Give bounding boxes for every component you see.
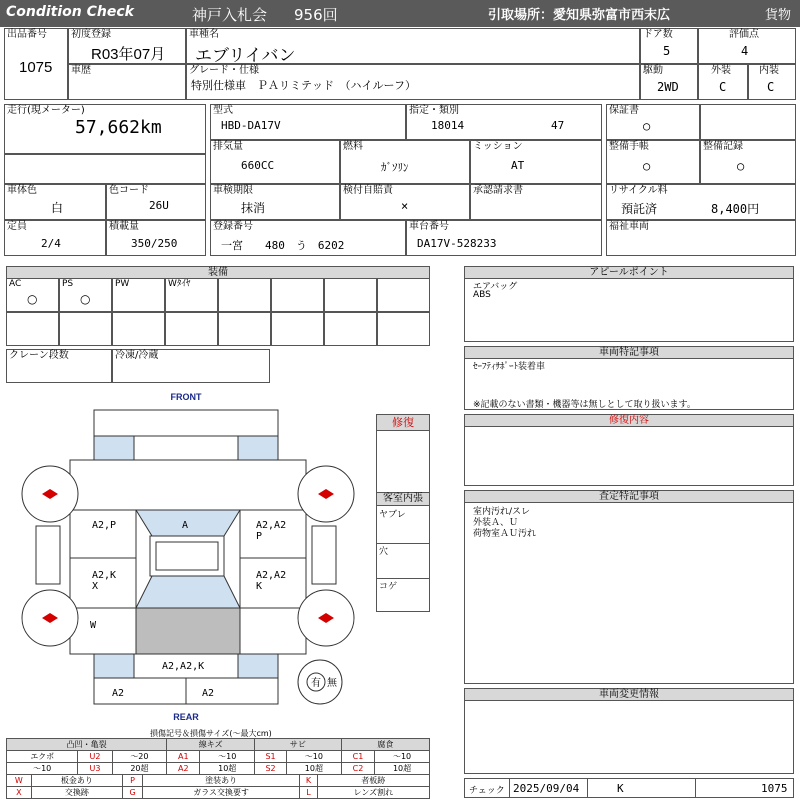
- mark-rear-right: A2: [202, 688, 215, 699]
- lot-value: 1075: [19, 59, 53, 76]
- capacity-value: 2/4: [41, 237, 61, 250]
- manual-value: ○: [643, 159, 651, 173]
- doors-label: ドア数: [643, 29, 673, 40]
- chassis-cell: [406, 220, 602, 256]
- drive-value: 2WD: [657, 80, 679, 94]
- mark-left-front: A2,P: [92, 520, 117, 531]
- color-cell: [4, 184, 106, 220]
- name-value: エブリイバン: [195, 46, 296, 65]
- equipment-cell: [6, 312, 59, 346]
- recycle-label: リサイクル料: [609, 185, 668, 196]
- model-label: 型式: [213, 105, 233, 116]
- legend-cell: 10超: [375, 763, 430, 775]
- doors-value: 5: [663, 44, 671, 58]
- repair-title: 修復: [377, 415, 429, 431]
- legend-cell: 塗装あり: [143, 775, 300, 787]
- legend-cell: 〜10: [200, 751, 255, 763]
- legend-cell: 板金あり: [31, 775, 122, 787]
- legend-cell: A1: [167, 751, 200, 763]
- check-label: チェック: [469, 786, 505, 796]
- color-label: 車体色: [7, 185, 37, 196]
- spare-yes: 有: [311, 678, 321, 689]
- score-label: 評価点: [729, 29, 759, 40]
- approval-label: 承認請求書: [473, 185, 523, 196]
- check-mark: K: [617, 782, 624, 795]
- mileage-cell: [4, 104, 206, 154]
- check-date: 2025/09/04: [513, 782, 580, 795]
- equipment-cell: [112, 278, 165, 312]
- manual-label: 整備手帳: [609, 141, 649, 152]
- equipment-label: Wﾀｲﾔ: [168, 279, 191, 289]
- chassis-label: 車台番号: [409, 221, 449, 232]
- appeal-title: アピールポイント: [465, 267, 793, 279]
- appeal-line-1: エアバッグ: [473, 282, 518, 292]
- equipment-cell: [271, 312, 324, 346]
- tire-front-left: [22, 466, 78, 522]
- legend-cell: A2: [167, 763, 200, 775]
- legend-cell: X: [7, 787, 32, 799]
- front-right-light: [238, 436, 278, 460]
- record-cell: [700, 140, 796, 184]
- header-title: Condition Check: [6, 4, 134, 20]
- legend-cell: S1: [255, 751, 287, 763]
- appraisal-line-1: 室内汚れ/スレ: [473, 507, 531, 517]
- equipment-title: 装備: [7, 267, 429, 279]
- record-label: 整備記録: [703, 141, 743, 152]
- legend-cell: 〜10: [7, 763, 78, 775]
- inspection-label: 車検期限: [213, 185, 253, 196]
- legend-cell: C1: [341, 751, 374, 763]
- load-value: 350/250: [131, 237, 178, 250]
- fuel-label: 燃料: [343, 141, 363, 152]
- name-label: 車種名: [189, 29, 219, 40]
- mark-bumper: W: [90, 620, 97, 631]
- cabin-row-tear: ヤブレ: [379, 510, 406, 520]
- legend-cell: 〜10: [375, 751, 430, 763]
- legend-cell: W: [7, 775, 32, 787]
- color-code-value: 26U: [149, 199, 169, 212]
- freezer-cell: [112, 349, 270, 383]
- cabin-row-hole: 穴: [379, 547, 389, 557]
- equipment-cell: [59, 312, 112, 346]
- recycle-cell: [606, 184, 796, 220]
- front-label: FRONT: [170, 392, 202, 402]
- legend-table: [6, 738, 430, 775]
- change-title: 車両変更情報: [465, 689, 793, 701]
- legend-cell: U3: [78, 763, 112, 775]
- legend-cell: G: [123, 787, 143, 799]
- mark-rear-left: A2: [112, 688, 125, 699]
- drive-cell: [640, 64, 698, 100]
- color-code-label: 色コード: [109, 185, 149, 196]
- legend-cell: 者板跡: [317, 775, 429, 787]
- legend-cell: エクボ: [7, 751, 78, 763]
- capacity-cell: [4, 220, 106, 256]
- tire-front-right: [298, 466, 354, 522]
- exterior-cell: [698, 64, 748, 100]
- color-value: 白: [51, 201, 64, 215]
- appraisal-line-3: 荷物室ＡＵ汚れ: [473, 529, 537, 539]
- vehicle-notes-title: 車両特記事項: [465, 347, 793, 359]
- legend-cell: 10超: [286, 763, 341, 775]
- cabin-panel: [376, 492, 430, 612]
- mark-center-hood: A: [182, 520, 189, 531]
- mark-rear-center: A2,A2,K: [162, 661, 205, 672]
- legend-cell: 〜20: [112, 751, 167, 763]
- legend-group-2: 線キズ: [167, 739, 255, 751]
- legend-cell: ガラス交換要す: [143, 787, 300, 799]
- equipment-cell: [271, 278, 324, 312]
- crane-label: クレーン段数: [9, 350, 69, 361]
- legend-cell: 〜10: [286, 751, 341, 763]
- repair-content-panel: [464, 414, 794, 486]
- header-auction: 神戸入札会: [192, 6, 268, 24]
- cabin-row-burn: コゲ: [379, 582, 398, 592]
- lot-cell: [4, 28, 68, 100]
- repair-content-title: 修復内容: [465, 415, 793, 427]
- equipment-cell: [324, 312, 377, 346]
- displacement-label: 排気量: [213, 141, 243, 152]
- recycle-status: 預託済: [621, 202, 658, 216]
- exterior-value: C: [719, 80, 727, 94]
- legend-table-2: [6, 774, 430, 799]
- equipment-mark: ○: [27, 292, 38, 306]
- chassis-value: DA17V-528233: [417, 237, 497, 250]
- equipment-mark: ○: [80, 292, 91, 306]
- self-label: 検付自賠責: [343, 185, 393, 196]
- vehicle-diagram: [0, 390, 376, 720]
- name-cell: [186, 28, 640, 64]
- self-cell: [340, 184, 470, 220]
- mileage-blank: [4, 154, 206, 184]
- check-lot: 1075: [761, 782, 788, 795]
- cabin-title: 客室内張: [377, 493, 429, 506]
- inspection-cell: [210, 184, 340, 220]
- rear-label: REAR: [173, 712, 199, 720]
- vehicle-notes-panel: [464, 346, 794, 410]
- fuel-cell: [340, 140, 470, 184]
- displacement-cell: [210, 140, 340, 184]
- header-session: 956回: [294, 6, 338, 24]
- model-cell: [210, 104, 406, 140]
- approval-cell: [470, 184, 602, 220]
- legend-cell: 10超: [200, 763, 255, 775]
- repair-panel: [376, 414, 430, 494]
- svg-text:K: K: [256, 581, 263, 592]
- model-value: HBD-DA17V: [221, 119, 281, 132]
- equipment-cell: [324, 278, 377, 312]
- history-cell: [68, 64, 186, 100]
- interior-value: C: [767, 80, 775, 94]
- appraisal-line-2: 外装Ａ、Ｕ: [473, 518, 519, 528]
- first-reg-cell: [68, 28, 186, 64]
- equipment-cell: [218, 312, 271, 346]
- lot-label: 出品番号: [7, 29, 47, 40]
- vehicle-notes-line-1: ｾｰﾌﾃｨｻﾎﾟｰﾄ装着車: [473, 362, 546, 372]
- warranty-label: 保証書: [609, 105, 639, 116]
- doors-cell: [640, 28, 698, 64]
- warranty-value: ○: [643, 119, 651, 133]
- regno-cell: [210, 220, 406, 256]
- freezer-label: 冷凍/冷蔵: [115, 350, 159, 361]
- appraisal-panel: [464, 490, 794, 684]
- svg-text:X: X: [92, 581, 99, 592]
- legend-cell: L: [300, 787, 317, 799]
- legend-cell: 20超: [112, 763, 167, 775]
- tire-rear-right: [298, 590, 354, 646]
- legend-cell: K: [300, 775, 317, 787]
- check-bar: [464, 778, 794, 798]
- exterior-label: 外装: [711, 65, 731, 76]
- warranty-cell: [606, 104, 700, 140]
- manual-cell: [606, 140, 700, 184]
- color-code-cell: [106, 184, 206, 220]
- crane-cell: [6, 349, 112, 383]
- appeal-line-2: ABS: [473, 290, 491, 300]
- equipment-cell: [165, 278, 218, 312]
- mark-left-rear: A2,K: [92, 570, 117, 581]
- vehicle-notes-line-2: ※記載のない書類・機器等は無しとして取り扱います。: [473, 400, 696, 410]
- equipment-cell: [59, 278, 112, 312]
- equipment-cell: [6, 278, 59, 312]
- legend-cell: 交換跡: [31, 787, 122, 799]
- welfare-cell: [606, 220, 796, 256]
- self-value: ×: [401, 199, 409, 213]
- record-value: ○: [737, 159, 745, 173]
- equipment-label: PW: [115, 279, 130, 289]
- spare-none: 無: [327, 678, 337, 689]
- regno-value: 一宮 480 う 6202: [221, 239, 345, 252]
- legend-cell: C2: [341, 763, 374, 775]
- header-category: 貨物: [765, 8, 792, 23]
- equipment-cell: [377, 278, 430, 312]
- mileage-label: 走行(現メーター): [7, 105, 85, 116]
- fuel-value: ｶﾞｿﾘﾝ: [381, 161, 409, 174]
- first-reg-value: R03年07月: [91, 46, 166, 63]
- grade-value: 特別仕様車 ＰＡリミテッド （ハイルーフ）: [191, 79, 416, 92]
- load-cell: [106, 220, 206, 256]
- legend-cell: S2: [255, 763, 287, 775]
- mark-right-front: A2,A2: [256, 520, 287, 531]
- interior-label: 内装: [759, 65, 779, 76]
- designation-label: 指定・類別: [409, 105, 459, 116]
- category-no-value: 47: [551, 119, 565, 132]
- mark-right-rear: A2,A2: [256, 570, 287, 581]
- interior-cell: [748, 64, 796, 100]
- appraisal-title: 査定特記事項: [465, 491, 793, 503]
- legend-group-3: サビ: [255, 739, 342, 751]
- inspection-value: 抹消: [241, 201, 266, 215]
- welfare-label: 福祉車両: [609, 221, 649, 232]
- mission-label: ミッション: [473, 141, 523, 152]
- equipment-cell: [165, 312, 218, 346]
- displacement-value: 660CC: [241, 159, 275, 172]
- equipment-cell: [377, 312, 430, 346]
- equipment-cell: [218, 278, 271, 312]
- header-pickup: 引取場所：愛知県弥富市西末広: [488, 8, 671, 23]
- legend-title: 損傷記号＆損傷サイズ(〜最大cm): [150, 729, 272, 738]
- regno-label: 登録番号: [213, 221, 253, 232]
- header-bar: [0, 0, 800, 27]
- warranty-blank: [700, 104, 796, 140]
- load-label: 積載量: [109, 221, 139, 232]
- legend-group-4: 腐食: [341, 739, 429, 751]
- mission-cell: [470, 140, 602, 184]
- front-left-light: [94, 436, 134, 460]
- designation-value: 18014: [431, 119, 465, 132]
- legend-cell: P: [123, 775, 143, 787]
- capacity-label: 定員: [7, 221, 27, 232]
- legend-group-1: 凸凹・亀裂: [7, 739, 167, 751]
- legend-cell: レンズ割れ: [317, 787, 429, 799]
- drive-label: 駆動: [643, 65, 663, 76]
- mileage-value: 57,662km: [75, 117, 162, 138]
- history-label: 車歴: [71, 65, 91, 76]
- equipment-cell: [112, 312, 165, 346]
- equipment-label: AC: [9, 279, 22, 289]
- tire-rear-left: [22, 590, 78, 646]
- legend-cell: U2: [78, 751, 112, 763]
- svg-text:P: P: [256, 531, 263, 542]
- appeal-panel: [464, 266, 794, 342]
- grade-label: グレード・仕様: [189, 65, 259, 76]
- change-panel: [464, 688, 794, 774]
- recycle-fee: 8,400円: [711, 202, 760, 216]
- score-cell: [698, 28, 796, 64]
- grade-cell: [186, 64, 640, 100]
- first-reg-label: 初度登録: [71, 29, 111, 40]
- mission-value: AT: [511, 159, 525, 172]
- designation-cell: [406, 104, 602, 140]
- equipment-label: PS: [62, 279, 74, 289]
- score-value: 4: [741, 44, 749, 58]
